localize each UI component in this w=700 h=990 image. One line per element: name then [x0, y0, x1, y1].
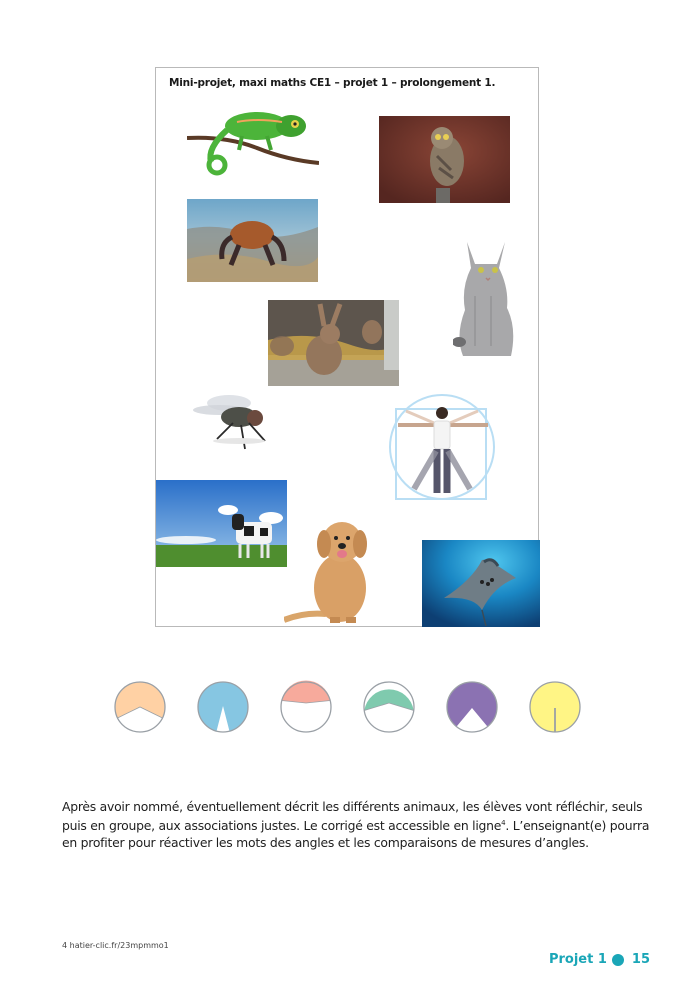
angle-disc-blue: [196, 680, 250, 734]
angle-disc-orange: [113, 680, 167, 734]
angle-disc-pink: [279, 680, 333, 734]
angle-discs-row: [0, 680, 700, 734]
chameleon-image: [187, 108, 319, 178]
instructions-paragraph: [62, 798, 652, 851]
crab-image: [187, 199, 318, 282]
worksheet-frame: [155, 67, 539, 627]
angle-disc-green: [362, 680, 416, 734]
footnote-ref: 4: [501, 819, 506, 828]
footnote: 4 hatier-clic.fr/23mpmmo1: [62, 941, 169, 950]
footer-section-label: Projet 1: [548, 952, 607, 967]
paragraph-part-2: . L’enseignant(e) pourra en profiter pour réactiver les mots des angles et les comparaisons de mesures d’angles.: [62, 818, 650, 851]
angle-disc-purple: [445, 680, 499, 734]
dog-image: [284, 512, 384, 627]
cat-image: [453, 236, 525, 356]
page-footer: [549, 952, 650, 967]
human-vitruvian-image: [388, 393, 496, 501]
paragraph-part-1: Après avoir nommé, éventuellement décrit les différents animaux, les élèves vont réfléchir, seuls puis en groupe, aux associations justes. Le corrigé est accessible en ligne: [62, 799, 643, 834]
page-number: 15: [631, 952, 650, 967]
worksheet-title: Mini-projet, maxi maths CE1 – projet 1 – prolongement 1.: [169, 77, 496, 89]
angle-disc-yellow: [528, 680, 582, 734]
owl-image: [379, 116, 510, 203]
footer-dot-icon: [612, 954, 624, 966]
fly-image: [189, 391, 281, 451]
manta-ray-image: [422, 540, 540, 627]
cow-image: [156, 480, 287, 567]
rabbit-image: [268, 300, 399, 386]
